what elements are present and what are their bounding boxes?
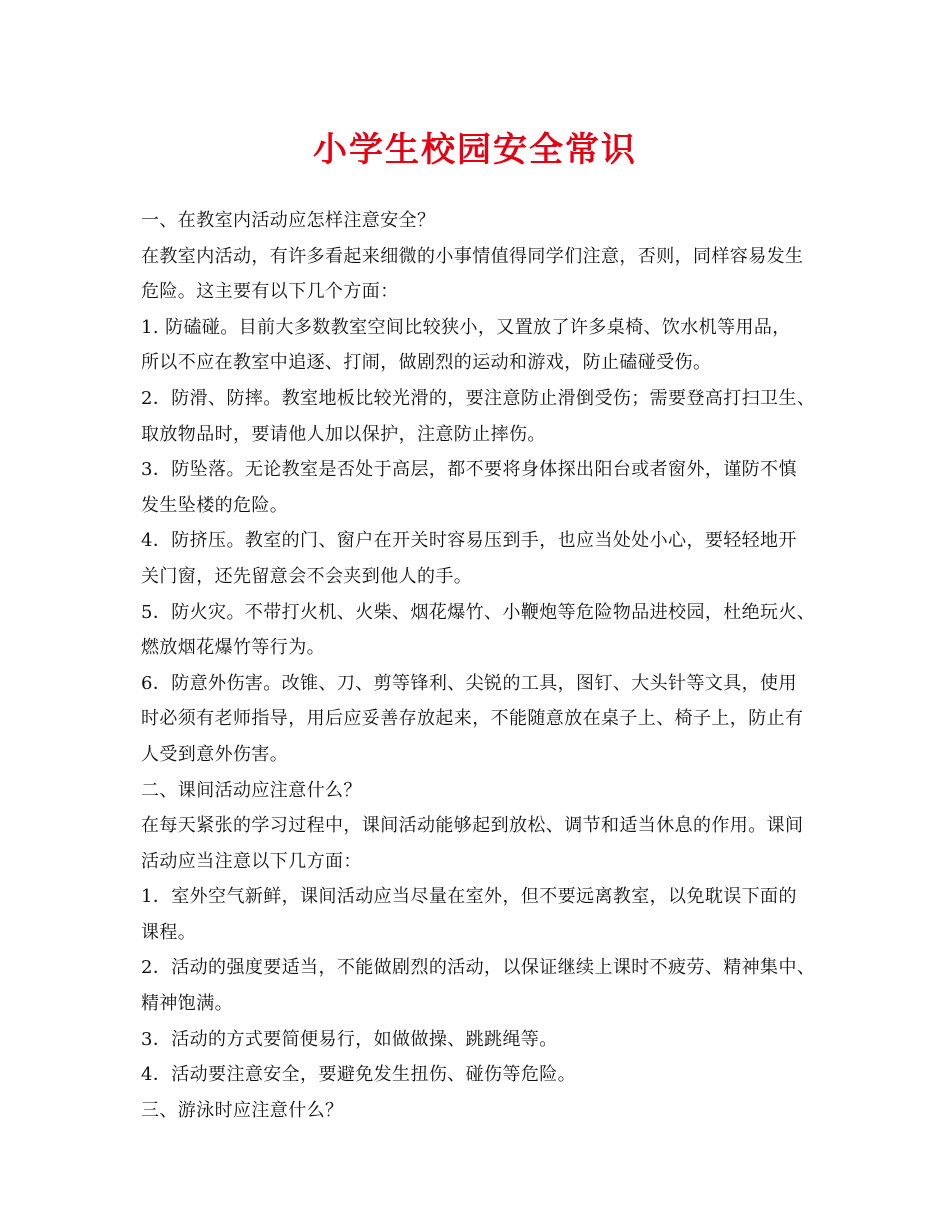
text-line: 所以不应在教室中追逐、打闹，做剧烈的运动和游戏，防止磕碰受伤。 [141,352,712,374]
text-line: 在每天紧张的学习过程中，课间活动能够起到放松、调节和适当休息的作用。课间 [141,815,804,837]
text-line: 3．防坠落。无论教室是否处于高层，都不要将身体探出阳台或者窗外，谨防不慎 [141,459,797,481]
text-line: 4．防挤压。教室的门、窗户在开关时容易压到手，也应当处处小心，要轻轻地开 [141,530,797,552]
text-line: 发生坠楼的危险。 [141,494,289,516]
text-line: 在教室内活动，有许多看起来细微的小事情值得同学们注意，否则，同样容易发生 [141,245,804,267]
text-line: 活动应当注意以下几方面： [141,850,362,872]
text-line: 时必须有老师指导，用后应妥善存放起来，不能随意放在桌子上、椅子上，防止有 [141,708,804,730]
text-line: 关门窗，还先留意会不会夹到他人的手。 [141,565,473,587]
text-line: 一、在教室内活动应怎样注意安全？ [141,210,436,231]
text-line: 精神饱满。 [141,993,233,1015]
text-line: 4．活动要注意安全，要避免发生扭伤、碰伤等危险。 [141,1064,577,1086]
text-line: 危险。这主要有以下几个方面： [141,281,399,303]
text-line: 5．防火灾。不带打火机、火柴、烟花爆竹、小鞭炮等危险物品进校园，杜绝玩火、 [141,601,816,623]
text-line: 2．活动的强度要适当，不能做剧烈的活动，以保证继续上课时不疲劳、精神集中、 [141,957,816,979]
text-line: 取放物品时，要请他人加以保护，注意防止摔伤。 [141,423,546,445]
text-line: 1. 防磕碰。目前大多数教室空间比较狭小，又置放了许多桌椅、饮水机等用品， [141,316,791,338]
text-line: 3．活动的方式要简便易行，如做做操、跳跳绳等。 [141,1028,558,1050]
text-line: 二、课间活动应注意什么？ [141,779,362,801]
text-line: 6．防意外伤害。改锥、刀、剪等锋利、尖锐的工具，图钉、大头针等文具，使用 [141,672,797,694]
text-line: 1．室外空气新鲜，课间活动应当尽量在室外，但不要远离教室，以免耽误下面的 [141,886,797,908]
text-line: 三、游泳时应注意什么？ [141,1099,344,1121]
text-line: 课程。 [141,921,197,943]
document-title: 小学生校园安全常识 [313,130,637,170]
document-body [141,203,831,1128]
text-line: 燃放烟花爆竹等行为。 [141,637,325,659]
text-line: 2．防滑、防摔。教室地板比较光滑的，要注意防止滑倒受伤；需要登高打扫卫生、 [141,387,816,409]
text-line: 人受到意外伤害。 [141,743,289,765]
